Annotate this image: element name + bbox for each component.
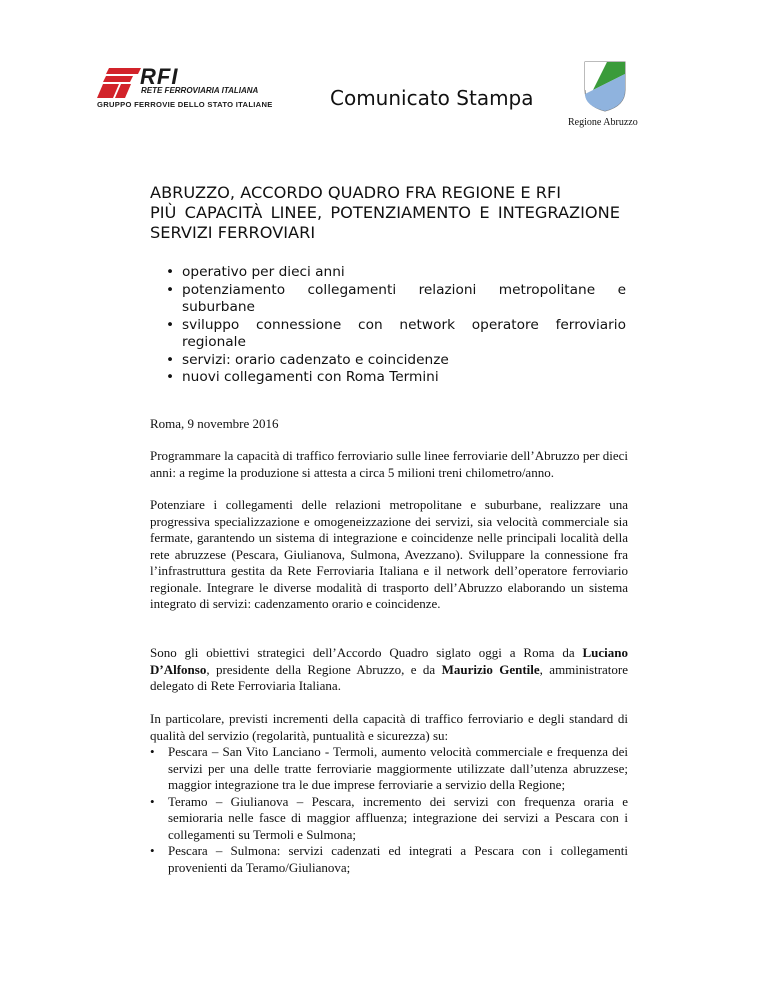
- text-run: , amministratore delegato di Rete Ferroviaria Italiana.: [150, 661, 628, 693]
- bullet-item: [166, 352, 626, 370]
- bullet-text: operativo per dieci anni: [182, 264, 345, 280]
- bullet-word: ferroviario: [555, 316, 626, 333]
- paragraph-1: [150, 448, 628, 481]
- paragraph-4: [150, 711, 628, 744]
- list-item: • Pescara – San Vito Lanciano - Termoli, aumento velocità commerciale e frequenza dei servizi per una delle tratte ferroviarie maggiormente utilizzate dall’utenza abruzzese; maggior integrazione tra le due imprese ferroviarie a servizio della Regione;: [150, 744, 628, 794]
- rfi-subtitle: RETE FERROVIARIA ITALIANA: [141, 86, 259, 95]
- bullet-word: • potenziamento: [182, 281, 286, 298]
- bullet-text: nuovi collegamenti con Roma Termini: [182, 369, 439, 385]
- bullet-word: operatore: [471, 316, 539, 333]
- headline-line-2: [150, 203, 620, 223]
- bullet-continuation: suburbane: [182, 299, 255, 315]
- bullet-word: metropolitane: [498, 281, 596, 298]
- headline-word: E: [479, 203, 490, 222]
- headline: [150, 183, 620, 243]
- bullet-justified-line: [182, 282, 626, 300]
- headline-line-3: SERVIZI FERROVIARI: [150, 223, 316, 242]
- text-run: , presidente della Regione Abruzzo, e da: [206, 661, 442, 677]
- bullet-word: collegamenti: [307, 281, 397, 298]
- person-name: Maurizio Gentile: [441, 661, 540, 677]
- text-run: Sono gli obiettivi strategici dell’Accordo Quadro siglato oggi a Roma da: [150, 645, 583, 660]
- headline-word: PIÙ: [150, 203, 177, 222]
- bullet-word: con: [358, 316, 383, 333]
- paragraph-text: Potenziare i collegamenti delle relazioni metropolitane e suburbane, realizzare una progressiva specializzazione e omogeneizzazione dei servizi, sia velocità commerciale sia fermate, garantendo un sistema di integrazione e coincidenze nelle principali località della rete abruzzese (Pescara, Giulianova, Sulmona, Avezzano). Sviluppare la connessione fra l’infrastruttura gestita da Rete Ferroviaria Italiana e il network dell’operatore ferroviario regionale. Integrare le diverse modalità di trasporto dell’Abruzzo elaborando un sistema integrato di servizi: cadenzamento orario e coincidenze.: [150, 497, 628, 611]
- bullet-justified-line: [182, 317, 626, 335]
- dateline: Roma, 9 novembre 2016: [150, 416, 279, 431]
- list-item: • Pescara – Sulmona: servizi cadenzati ed integrati a Pescara con i collegamenti provenienti da Teramo/Giulianova;: [150, 843, 628, 876]
- bullet-item: [166, 264, 626, 282]
- paragraph-text: In particolare, previsti incrementi della capacità di traffico ferroviario e degli standard di qualità del servizio (regolarità, puntualità e sicurezza) su:: [150, 711, 628, 743]
- bullet-text: servizi: orario cadenzato e coincidenze: [182, 351, 449, 368]
- list-item: • Teramo – Giulianova – Pescara, incremento dei servizi con frequenza oraria e semioraria nelle fasce di maggior affluenza; integrazione dei servizi a Pescara con i collegamenti su Termoli e Sulmona;: [150, 794, 628, 844]
- bullet-word: relazioni: [418, 281, 477, 298]
- shield-icon: [583, 60, 627, 112]
- paragraph-text: Programmare la capacità di traffico ferroviario sulle linee ferroviarie dell’Abruzzo per dieci anni: a regime la produzione si attesta a circa 5 milioni treni chilometro/anno.: [150, 448, 628, 480]
- rfi-group-label: GRUPPO FERROVIE DELLO STATO ITALIANE: [97, 100, 273, 109]
- headline-word: POTENZIAMENTO: [330, 203, 472, 222]
- bullet-item: [166, 369, 626, 387]
- bullet-word: connessione: [256, 316, 342, 333]
- bullet-item: [166, 317, 626, 352]
- paragraph-2: [150, 497, 628, 613]
- region-label: Regione Abruzzo: [568, 117, 638, 128]
- summary-bullets: [166, 264, 626, 387]
- bullet-word: • sviluppo: [182, 316, 240, 333]
- bullet-word: network: [399, 316, 455, 333]
- bullet-item: [166, 282, 626, 317]
- headline-word: LINEE,: [270, 203, 323, 222]
- bullet-word: e: [617, 281, 626, 298]
- page-title: Comunicato Stampa: [330, 86, 534, 110]
- headline-word: CAPACITÀ: [184, 203, 263, 222]
- headline-line-1: ABRUZZO, ACCORDO QUADRO FRA REGIONE E RFI: [150, 183, 562, 202]
- person-name: Luciano D’Alfonso: [150, 645, 628, 677]
- bullet-continuation: regionale: [182, 334, 246, 350]
- railway-lines-list: [150, 744, 628, 876]
- headline-word: INTEGRAZIONE: [497, 203, 620, 222]
- paragraph-text: [150, 645, 628, 695]
- rfi-wordmark: RFI: [140, 64, 179, 89]
- paragraph-3: [150, 645, 628, 695]
- region-shield-logo: [583, 60, 627, 112]
- rfi-emblem-icon: [97, 64, 142, 102]
